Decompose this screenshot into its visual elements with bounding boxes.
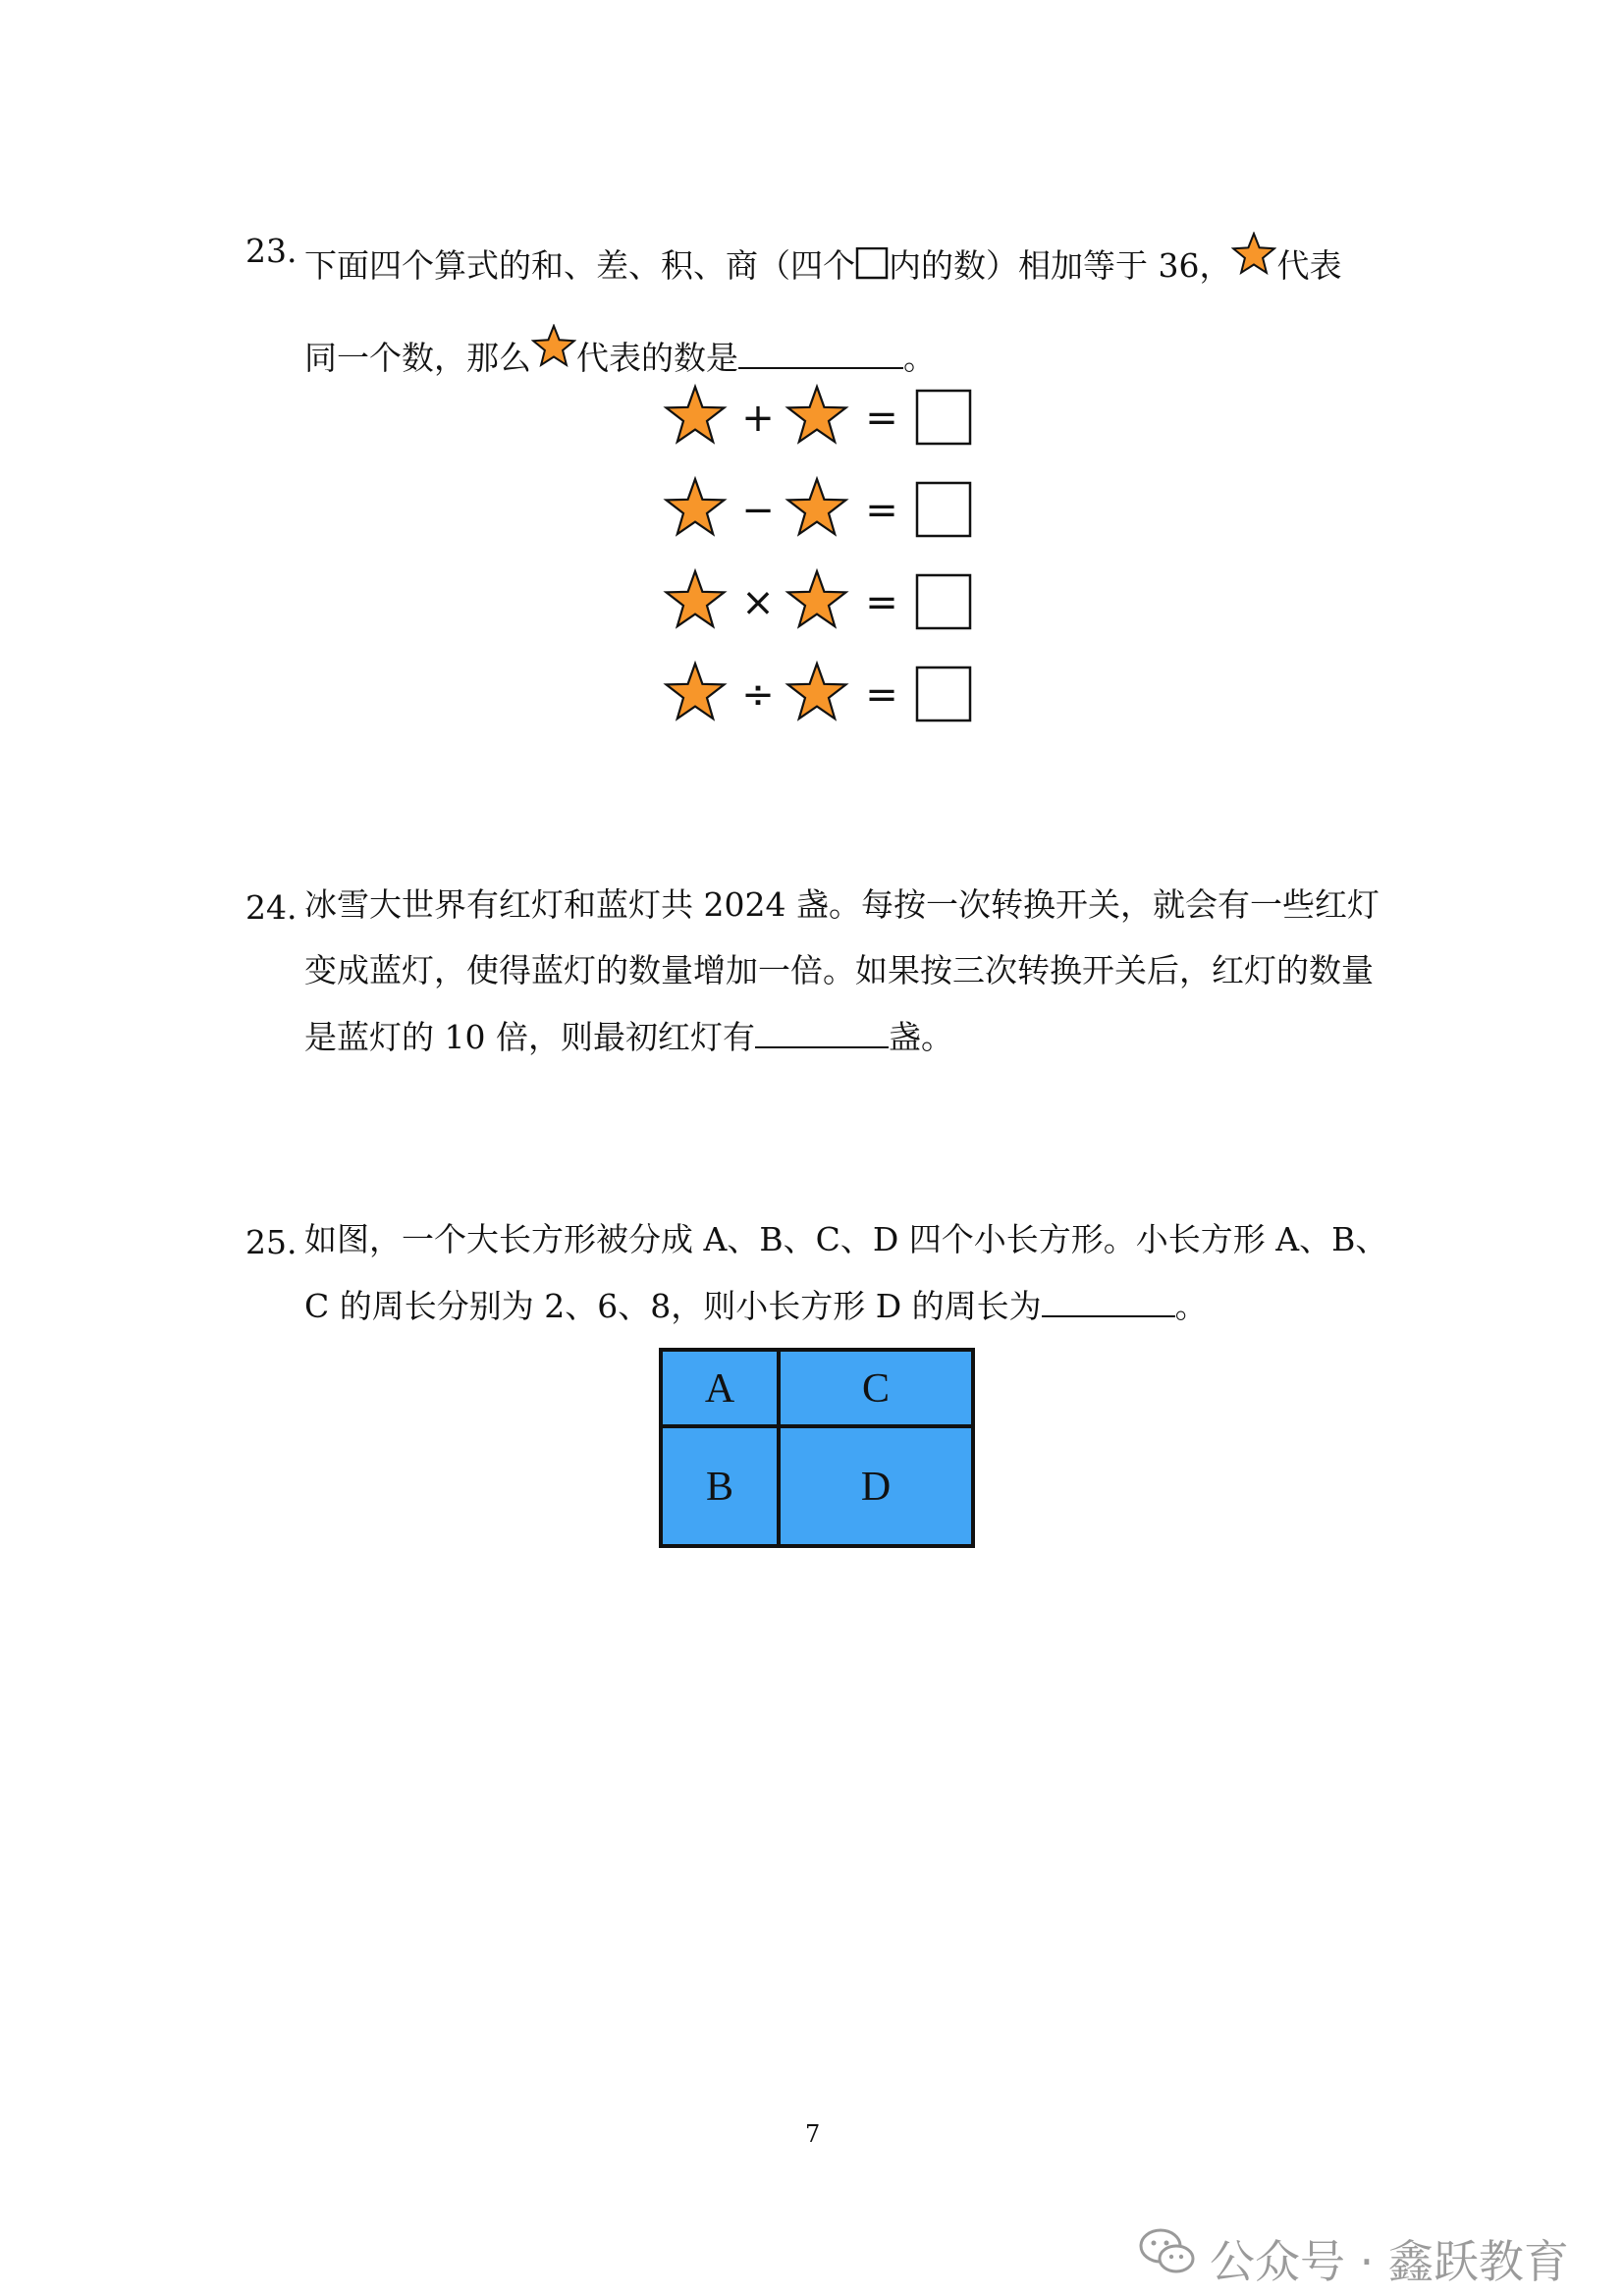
label-b: B — [705, 1465, 734, 1510]
rectangle-figure — [658, 1347, 982, 1553]
star-icon — [667, 387, 725, 442]
equals-symbol: = — [865, 488, 898, 533]
question-25-text-a: C 的周长分别为 2、6、8，则小长方形 D 的周长为 — [304, 1287, 1042, 1325]
star-icon — [667, 571, 725, 626]
question-24-line-1: 冰雪大世界有红灯和蓝灯共 2024 盏。每按一次转换开关，就会有一些红灯 — [304, 885, 1380, 924]
answer-box-icon — [917, 483, 970, 536]
star-icon — [788, 664, 846, 719]
label-c: C — [861, 1366, 891, 1412]
question-25-line-2 — [304, 1287, 1208, 1325]
question-23-text-end: 。 — [903, 339, 936, 377]
question-25-line-1: 如图，一个大长方形被分成 A、B、C、D 四个小长方形。小长方形 A、B、 — [304, 1220, 1388, 1258]
question-25-number: 25. — [245, 1223, 298, 1261]
equals-symbol: = — [865, 672, 898, 718]
equals-symbol: = — [865, 580, 898, 625]
answer-box-icon — [917, 575, 970, 628]
question-24-text-end: 盏。 — [888, 1018, 953, 1056]
star-icon — [788, 387, 846, 442]
operator-symbol: + — [741, 396, 775, 441]
star-icon — [667, 664, 725, 719]
question-23-text-c: 代表 — [1276, 246, 1342, 285]
page-number: 7 — [805, 2120, 821, 2148]
star-icon — [531, 324, 576, 367]
operator-symbol: − — [741, 488, 775, 533]
star-icon — [788, 479, 846, 534]
question-24-text-a: 是蓝灯的 10 倍，则最初红灯有 — [304, 1018, 755, 1056]
answer-blank-23[interactable] — [738, 367, 903, 369]
question-23-line-1 — [304, 232, 1342, 285]
question-25-text-end: 。 — [1174, 1287, 1208, 1325]
question-24-line-3 — [304, 1018, 953, 1056]
wechat-icon — [1137, 2226, 1198, 2277]
answer-box-icon — [917, 667, 970, 721]
question-23-text-d: 同一个数，那么 — [304, 339, 531, 377]
watermark: 公众号 · 鑫跃教育 — [1210, 2235, 1569, 2288]
label-a: A — [704, 1366, 735, 1412]
question-24-number: 24. — [245, 888, 298, 927]
question-23-line-2 — [304, 324, 936, 377]
star-icon — [788, 571, 846, 626]
equation-row-3 — [667, 571, 971, 628]
question-24-line-2: 变成蓝灯，使得蓝灯的数量增加一倍。如果按三次转换开关后，红灯的数量 — [304, 951, 1374, 989]
equation-row-1 — [667, 387, 971, 444]
answer-blank-24[interactable] — [755, 1046, 889, 1048]
star-icon — [1231, 232, 1276, 275]
operator-symbol: ÷ — [741, 672, 775, 718]
operator-symbol: × — [741, 580, 775, 625]
square-box-icon — [855, 247, 889, 281]
answer-blank-25[interactable] — [1042, 1315, 1175, 1317]
star-equations-figure — [648, 373, 982, 736]
question-23-text-a: 下面四个算式的和、差、积、商（四个 — [304, 246, 855, 285]
label-d: D — [860, 1465, 892, 1510]
star-icon — [667, 479, 725, 534]
question-23-text-e: 代表的数是 — [576, 339, 738, 377]
answer-box-icon — [917, 391, 970, 444]
question-23-text-b: 内的数）相加等于 36， — [889, 246, 1232, 285]
equation-row-2 — [667, 479, 971, 536]
equals-symbol: = — [865, 396, 898, 441]
equation-row-4 — [667, 664, 971, 721]
question-23-number: 23. — [245, 232, 298, 270]
